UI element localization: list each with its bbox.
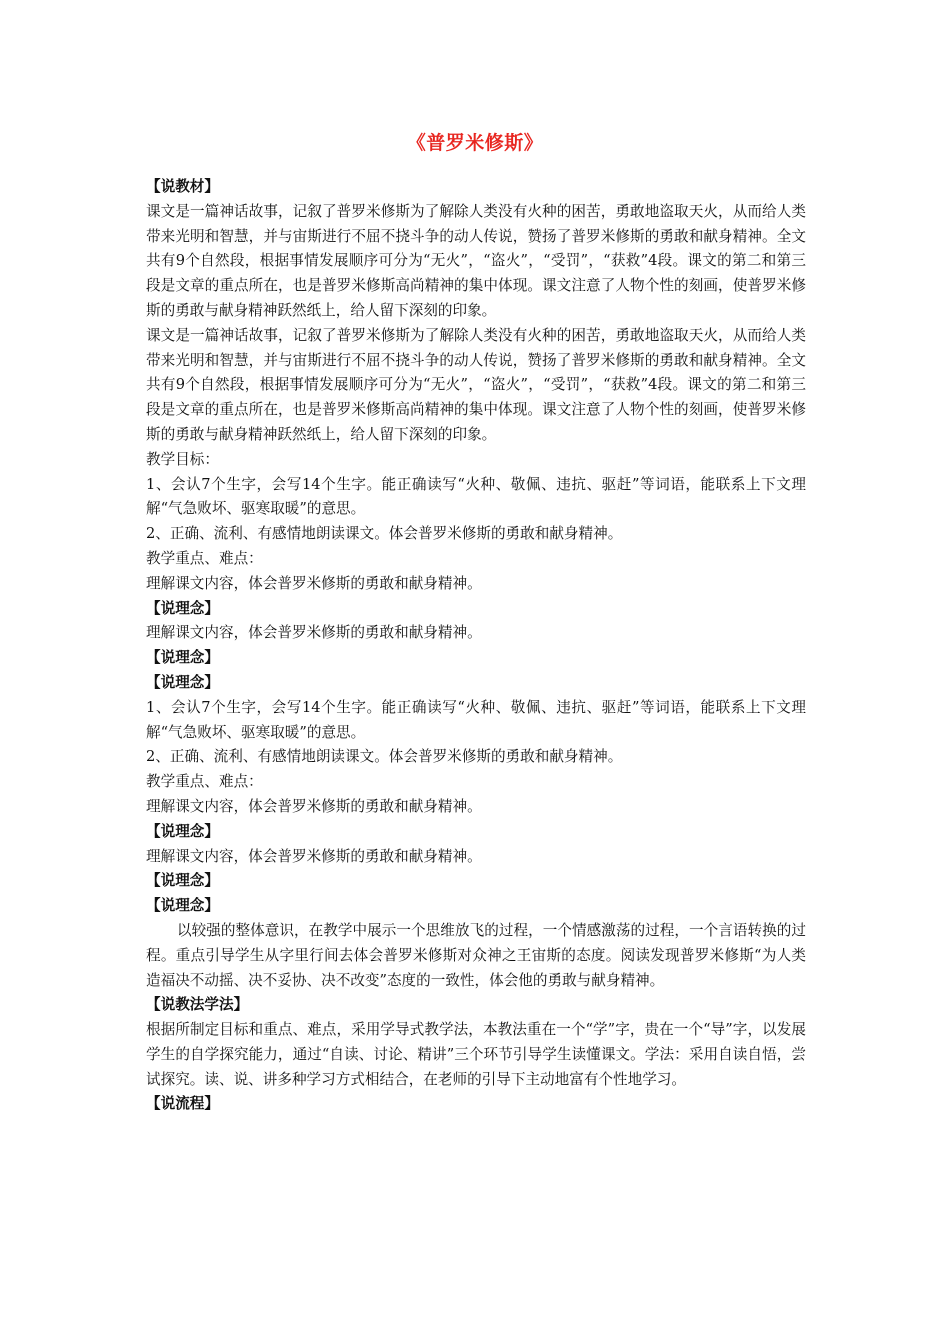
- body-paragraph: 理解课文内容，体会普罗米修斯的勇敢和献身精神。: [146, 574, 482, 592]
- section-heading: 【说理念】: [146, 897, 219, 915]
- section-heading: 【说理念】: [146, 673, 219, 691]
- section-heading: 【说理念】: [146, 822, 219, 840]
- section-heading: 【说流程】: [146, 1095, 219, 1113]
- section-heading: 【说理念】: [146, 872, 219, 890]
- body-paragraph: 教学重点、难点：: [146, 549, 263, 567]
- body-paragraph: 1、会认7个生字，会写14个生字。能正确读写“火种、敬佩、违抗、驱赶”等词语，能联系上下文理解“气急败坏、驱寒取暖”的意思。: [146, 698, 806, 741]
- body-paragraph: 2、正确、流利、有感情地朗读课文。体会普罗米修斯的勇敢和献身精神。: [146, 525, 623, 543]
- body-paragraph: 理解课文内容，体会普罗米修斯的勇敢和献身精神。: [146, 847, 482, 865]
- body-paragraph: 教学目标：: [146, 450, 219, 468]
- body-paragraph: 2、正确、流利、有感情地朗读课文。体会普罗米修斯的勇敢和献身精神。: [146, 748, 623, 766]
- body-paragraph: 理解课文内容，体会普罗米修斯的勇敢和献身精神。: [146, 797, 482, 815]
- body-paragraph: 课文是一篇神话故事，记叙了普罗米修斯为了解除人类没有火种的困苦，勇敢地盗取天火，从而给人类带来光明和智慧，并与宙斯进行不屈不挠斗争的动人传说，赞扬了普罗米修斯的勇敢和献身精神。全文共有9个自然段，根据事情发展顺序可分为“无火”，“盗火”，“受罚”，“获救”4段。课文的第二和第三段是文章的重点所在，也是普罗米修斯高尚精神的集中体现。课文注意了人物个性的刻画，使普罗米修斯的勇敢与献身精神跃然纸上，给人留下深刻的印象。: [146, 202, 806, 319]
- body-paragraph: 1、会认7个生字，会写14个生字。能正确读写“火种、敬佩、违抗、驱赶”等词语，能联系上下文理解“气急败坏、驱寒取暖”的意思。: [146, 475, 806, 518]
- body-paragraph: 理解课文内容，体会普罗米修斯的勇敢和献身精神。: [146, 624, 482, 642]
- section-heading: 【说理念】: [146, 649, 219, 667]
- document-body: [146, 175, 806, 1117]
- section-heading: 【说教法学法】: [146, 996, 249, 1014]
- body-paragraph: 根据所制定目标和重点、难点，采用学导式教学法，本教法重在一个“学”字，贵在一个“导”字，以发展学生的自学探究能力，通过“自读、讨论、精讲”三个环节引导学生读懂课文。学法：采用自读自悟，尝试探究。读、说、讲多种学习方式相结合，在老师的引导下主动地富有个性地学习。: [146, 1021, 806, 1088]
- section-heading: 【说教材】: [146, 178, 219, 195]
- body-paragraph: 课文是一篇神话故事，记叙了普罗米修斯为了解除人类没有火种的困苦，勇敢地盗取天火，从而给人类带来光明和智慧，并与宙斯进行不屈不挠斗争的动人传说，赞扬了普罗米修斯的勇敢和献身精神。全文共有9个自然段，根据事情发展顺序可分为“无火”，“盗火”，“受罚”，“获救”4段。课文的第二和第三段是文章的重点所在，也是普罗米修斯高尚精神的集中体现。课文注意了人物个性的刻画，使普罗米修斯的勇敢与献身精神跃然纸上，给人留下深刻的印象。: [146, 326, 806, 443]
- body-paragraph: 教学重点、难点：: [146, 773, 263, 791]
- document-title: 《普罗米修斯》: [406, 132, 544, 154]
- section-heading: 【说理念】: [146, 599, 219, 617]
- body-paragraph: 以较强的整体意识，在教学中展示一个思维放飞的过程，一个情感激荡的过程，一个言语转换的过程。重点引导学生从字里行间去体会普罗米修斯对众神之王宙斯的态度。阅读发现普罗米修斯“为人类造福决不动摇、决不妥协、决不改变”态度的一致性，体会他的勇敢与献身精神。: [146, 921, 806, 989]
